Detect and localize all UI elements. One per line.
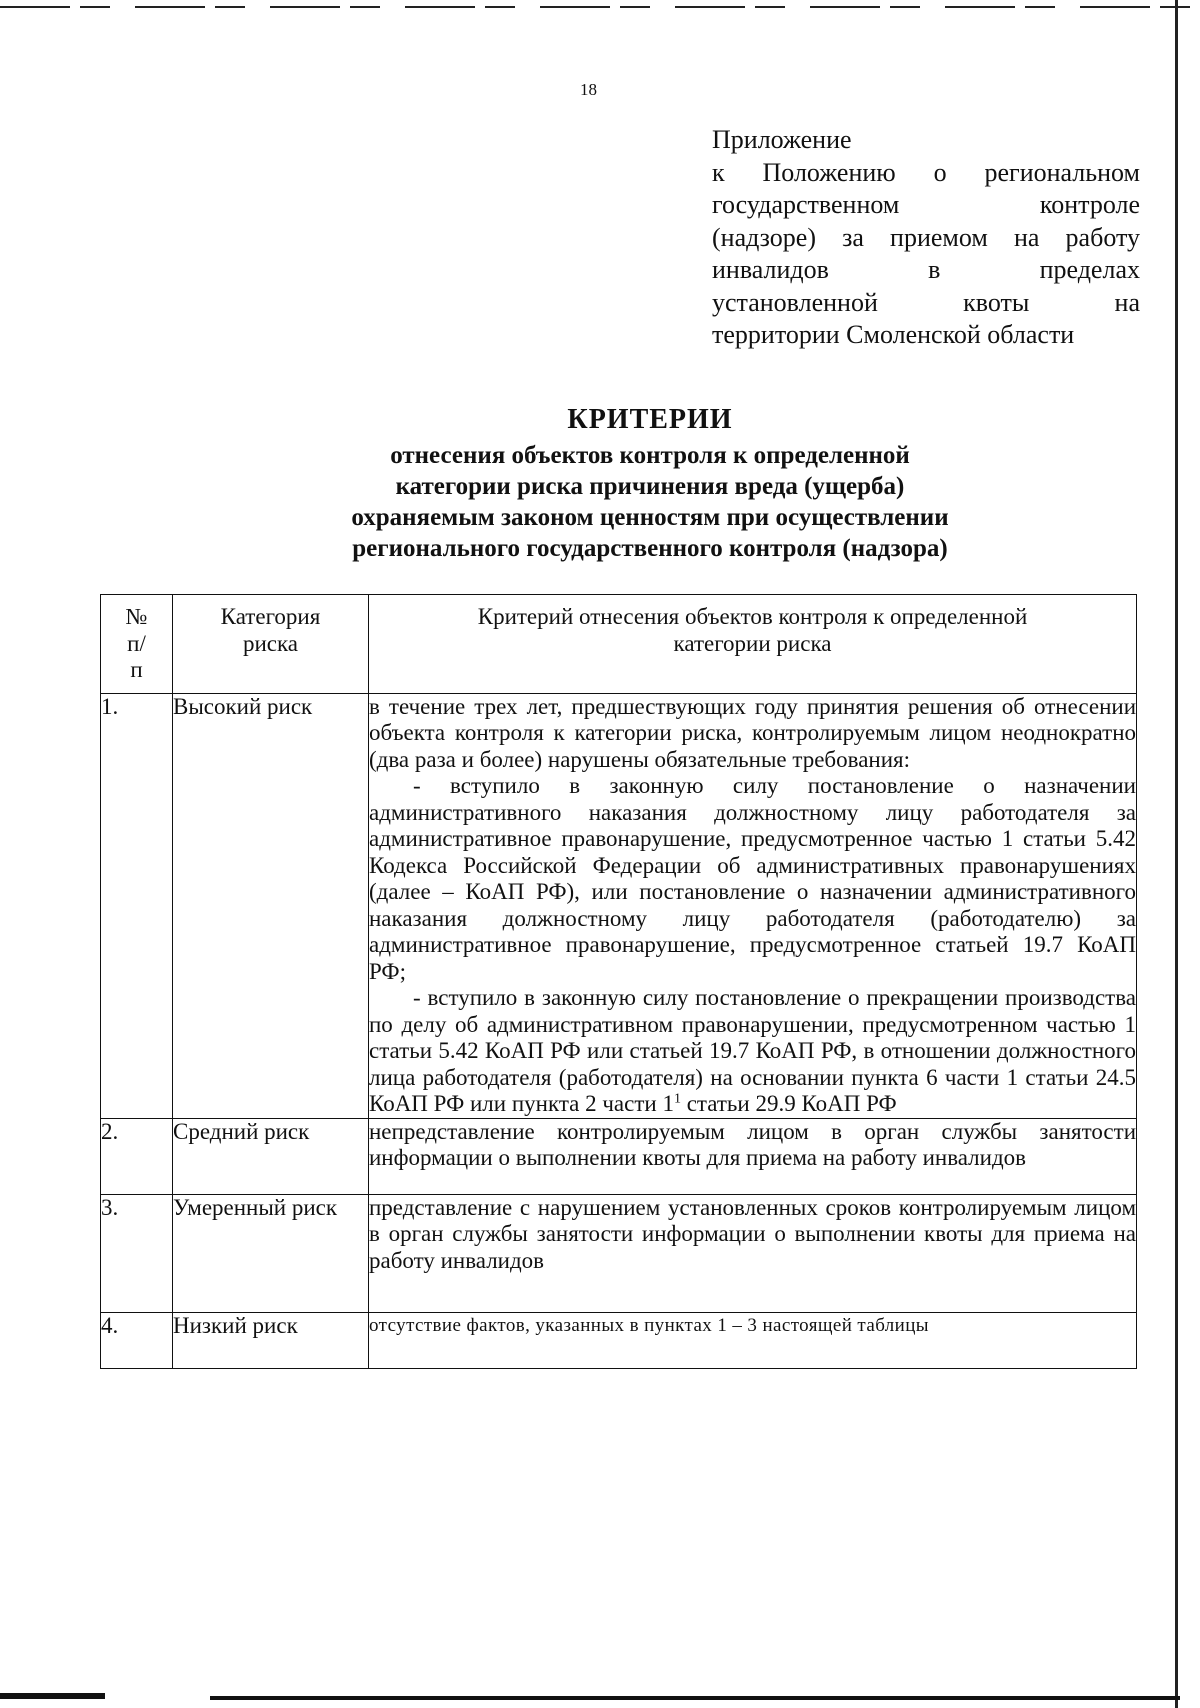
table-header-row [101, 595, 1137, 694]
row-number: 3. [101, 1194, 173, 1312]
subtitle-line: регионального государственного контроля (надзора) [352, 535, 948, 562]
subtitle-line: отнесения объектов контроля к определенной [390, 442, 910, 469]
appendix-line: к Положению о региональном [712, 157, 1140, 187]
criterion-bullet: - вступило в законную силу постановление о назначении административного наказания должностному лицу работодателя за административное правонарушение, предусмотренное частью 1 статьи 5.42 Кодекса Российской Федерации об административных правонарушениях (далее – КоАП РФ), или постановление о назначении административного наказания должностному лицу работодателя (работодателю) за административное правонарушение, предусмотренное статьей 19.7 КоАП РФ; [369, 773, 1136, 984]
superscript: 1 [673, 1091, 681, 1107]
table-row [101, 1194, 1137, 1312]
document-subtitle [290, 440, 1010, 564]
bullet-text: статьи 29.9 КоАП РФ [680, 1091, 897, 1116]
row-criterion: непредставление контролируемым лицом в орган службы занятости информации о выполнении квоты для приема на работу инвалидов [369, 1118, 1137, 1194]
row-category: Высокий риск [173, 693, 369, 1118]
appendix-line: Приложение [712, 125, 852, 154]
row-category: Средний риск [173, 1118, 369, 1194]
table-row [101, 693, 1137, 1118]
header-category: Категория риска [173, 595, 369, 694]
appendix-line: (надзоре) за приемом на работу [712, 222, 1140, 252]
header-num: № п/п [101, 595, 173, 694]
appendix-line: территории Смоленской области [712, 320, 1075, 349]
scan-edge-bottom [210, 1696, 1180, 1700]
scan-edge-top [0, 6, 1200, 8]
subtitle-line: категории риска причинения вреда (ущерба) [395, 473, 905, 500]
header-criterion: Критерий отнесения объектов контроля к определенной категории риска [369, 595, 1137, 694]
criterion-bullet [369, 985, 1136, 1118]
scan-edge-right [1175, 0, 1178, 1708]
row-category: Умеренный риск [173, 1194, 369, 1312]
scan-edge-bottom-left [0, 1693, 105, 1699]
page-number: 18 [580, 80, 597, 99]
row-number: 4. [101, 1312, 173, 1368]
appendix-line: установленной квоты на [712, 287, 1140, 317]
row-number: 1. [101, 693, 173, 1118]
criteria-table [100, 594, 1137, 1369]
appendix-note [712, 124, 1140, 352]
row-criterion: отсутствие фактов, указанных в пунктах 1 – 3 настоящей таблицы [369, 1312, 1137, 1368]
table-row [101, 1312, 1137, 1368]
row-number: 2. [101, 1118, 173, 1194]
title-block [290, 402, 1010, 564]
bullet-text: - вступило в законную силу постановление о прекращении производства по делу об административном правонарушении, предусмотренном частью 1 статьи 5.42 КоАП РФ или статьей 19.7 КоАП РФ, в отношении должностного лица работодателя (работодателя) на основании пункта 6 части 1 статьи 24.5 КоАП РФ или пункта 2 части 1 [369, 985, 1136, 1116]
row-criterion [369, 693, 1137, 1118]
table-row [101, 1118, 1137, 1194]
row-criterion: представление с нарушением установленных сроков контролируемым лицом в орган службы занятости информации о выполнении квоты для приема на работу инвалидов [369, 1194, 1137, 1312]
document-title: КРИТЕРИИ [567, 404, 733, 435]
appendix-line: инвалидов в пределах [712, 255, 1140, 284]
appendix-line: государственном контроле [712, 190, 1140, 219]
row-category: Низкий риск [173, 1312, 369, 1368]
criterion-intro: в течение трех лет, предшествующих году принятия решения об отнесении объекта контроля к категории риска, контролируемым лицом неоднократно (два раза и более) нарушены обязательные требования: [369, 693, 1136, 772]
subtitle-line: охраняемым законом ценностям при осуществлении [351, 504, 949, 531]
